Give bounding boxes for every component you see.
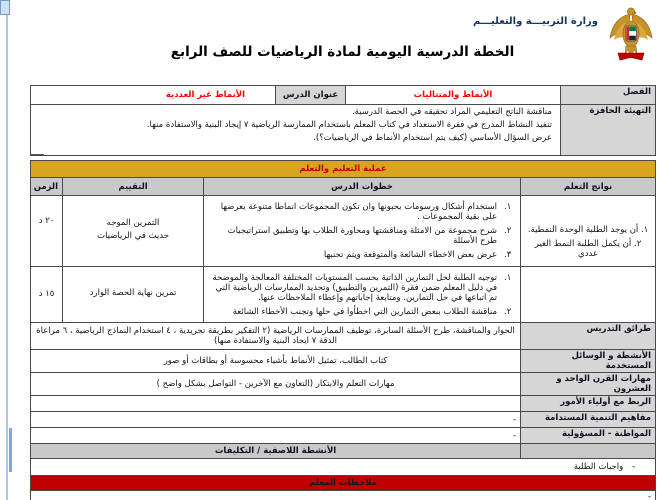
table-row	[31, 373, 656, 396]
learning-outcomes-cell	[521, 267, 656, 323]
page-edge-mark	[9, 428, 12, 472]
table-row	[31, 323, 656, 350]
extracurricular-banner: الأنشطة اللاصفية / التكليفات	[31, 444, 521, 459]
col-header-assessment: التقييم	[63, 178, 204, 196]
table-row	[31, 161, 656, 178]
process-banner: عملية التعليم والتعلم	[31, 161, 656, 178]
step-item: ١. استخدام أشكال ورسومات يحبونها وان تكون المجموعات انماطا متنوعة يعرضها على بقية المجموعات .	[220, 202, 512, 222]
time-cell: ١٥ د	[31, 267, 63, 323]
outcome-item: ١. أن يوجد الطلبة الوحدة النمطية.	[527, 224, 649, 235]
assessment-item: حديث في الرياضيات	[97, 231, 170, 241]
col-header-steps: خطوات الدرس	[204, 178, 521, 196]
step-item: ٢. شرح مجموعة من الامثلة ومناقشتها ومحاورة الطلاب بها وتطبيق استراتيجيات طرح الأسئلة	[227, 226, 512, 246]
teacher-notes-value: -	[31, 491, 656, 500]
citizenship-label: المواطنة - المسؤولية	[521, 428, 656, 444]
step-item: ٣. عرض بعض الاخطاء الشائعة والمتوقعة ويتم تجنبها	[323, 250, 512, 260]
step-item: ١. توجيه الطلبة لحل التمارين الذاتية بحسب المستويات المختلفة المعالجة والموضحة في دليل المعلم ضمن فقرة (التمرين والتطبيق) وتحديد الممارسات الرياضية التي تم اتباعها في حل التمارين. ومتابعة إجاباتهم وإعطاء الملاحظات عنها.	[212, 273, 512, 303]
teaching-methods-label: طرائق التدريس	[521, 323, 656, 350]
col-header-time: الزمن	[31, 178, 63, 196]
activities-tools-label: الأنشطة و الوسائل المستخدمة	[521, 350, 656, 373]
page-title: الخطة الدرسية اليومية لمادة الرياضيات للصف الرابع	[170, 44, 515, 60]
table-row	[31, 491, 656, 500]
assessment-cell	[63, 267, 204, 323]
assessment-cell	[63, 196, 204, 267]
scrollbar-corner-artifact	[0, 0, 10, 15]
teaching-process-table	[30, 160, 656, 500]
table-row	[31, 396, 656, 412]
parents-link-label: الربط مع أولياء الأمور	[521, 396, 656, 412]
warmup-label: التهيئة الحافزة	[561, 105, 656, 156]
assessment-item: تمرين نهاية الحصة الوارد	[89, 288, 177, 298]
lesson-steps-cell	[204, 196, 521, 267]
warmup-content	[31, 105, 561, 156]
learning-outcomes-cell	[521, 196, 656, 267]
warmup-line: عرض السؤال الأساسي (كيف يتم استخدام الأنماط في الرياضيات؟).	[313, 133, 552, 143]
table-row	[31, 444, 656, 459]
sustainability-label: مفاهيم التنمية المستدامة	[521, 412, 656, 428]
activities-tools-value: كتاب الطالب، تمثيل الأنماط بأشياء محسوسة أو بطاقات أو صور	[31, 350, 521, 373]
col-header-outcomes: نواتج التعلم	[521, 178, 656, 196]
table-row	[31, 459, 656, 476]
warmup-line: مناقشة الناتج التعليمي المراد تحقيقه في الحصة الدرسية.	[351, 107, 552, 117]
class-label: الفصل	[561, 86, 656, 105]
lesson-info-table	[30, 85, 656, 156]
table-row	[31, 412, 656, 428]
table-row	[31, 350, 656, 373]
extracurricular-value: واجبات الطلبة	[573, 462, 624, 472]
extracurricular-banner-side	[521, 444, 656, 459]
bullet-dash: -	[631, 462, 636, 472]
teacher-notes-banner: ملاحظات المعلم	[31, 476, 656, 491]
table-row	[31, 105, 656, 156]
lesson-title-value: الأنماط غير العددية	[31, 86, 276, 105]
page-edge-line	[6, 0, 8, 500]
extracurricular-value-cell	[31, 459, 656, 476]
table-header-row	[31, 178, 656, 196]
table-row	[31, 428, 656, 444]
century-skills-value: مهارات التعلم والابتكار (التعاون مع الآخرين - التواصل بشكل واضح )	[31, 373, 521, 396]
class-value: الأنماط والمتتاليات	[346, 86, 561, 105]
warmup-line: تنفيذ النشاط المدرج في فقرة الاستعداد في كتاب المعلم باستخدام الممارسة الرياضية ٧ إيجاد البنية والاستفادة منها.	[146, 120, 552, 130]
table-row	[31, 476, 656, 491]
parents-link-value	[31, 396, 521, 412]
table-row	[31, 196, 656, 267]
stray-dash-mark	[30, 154, 44, 155]
time-cell: ٢٠ د	[31, 196, 63, 267]
lesson-title-label: عنوان الدرس	[276, 86, 346, 105]
sustainability-value: -	[31, 412, 521, 428]
table-row	[31, 267, 656, 323]
citizenship-value: -	[31, 428, 521, 444]
table-row	[31, 86, 656, 105]
lesson-steps-cell	[204, 267, 521, 323]
assessment-item: التمرين الموجه	[106, 218, 160, 228]
ministry-name: وزارة التربيـــة والتعليـــم	[472, 16, 598, 27]
teaching-methods-value: الحوار والمناقشة، طرح الأسئلة السابرة، توظيف الممارسات الرياضية (٢ التفكير بطريقة تجريدية ، ٤ استخدام النماذج الرياضية ، ٦ مراعاة الدقة ٧ ايجاد البنية والاستفادة منها)	[31, 323, 521, 350]
step-item: ٢. مناقشة الطلاب ببعض التمارين التي اخطأوا في حلها وتجنب الأخطاء الشائعة	[232, 307, 512, 317]
century-skills-label: مهارات القرن الواحد و العشرون	[521, 373, 656, 396]
outcome-item: ٢. أن يكمل الطلبة النمط الغير عددي	[534, 238, 642, 259]
